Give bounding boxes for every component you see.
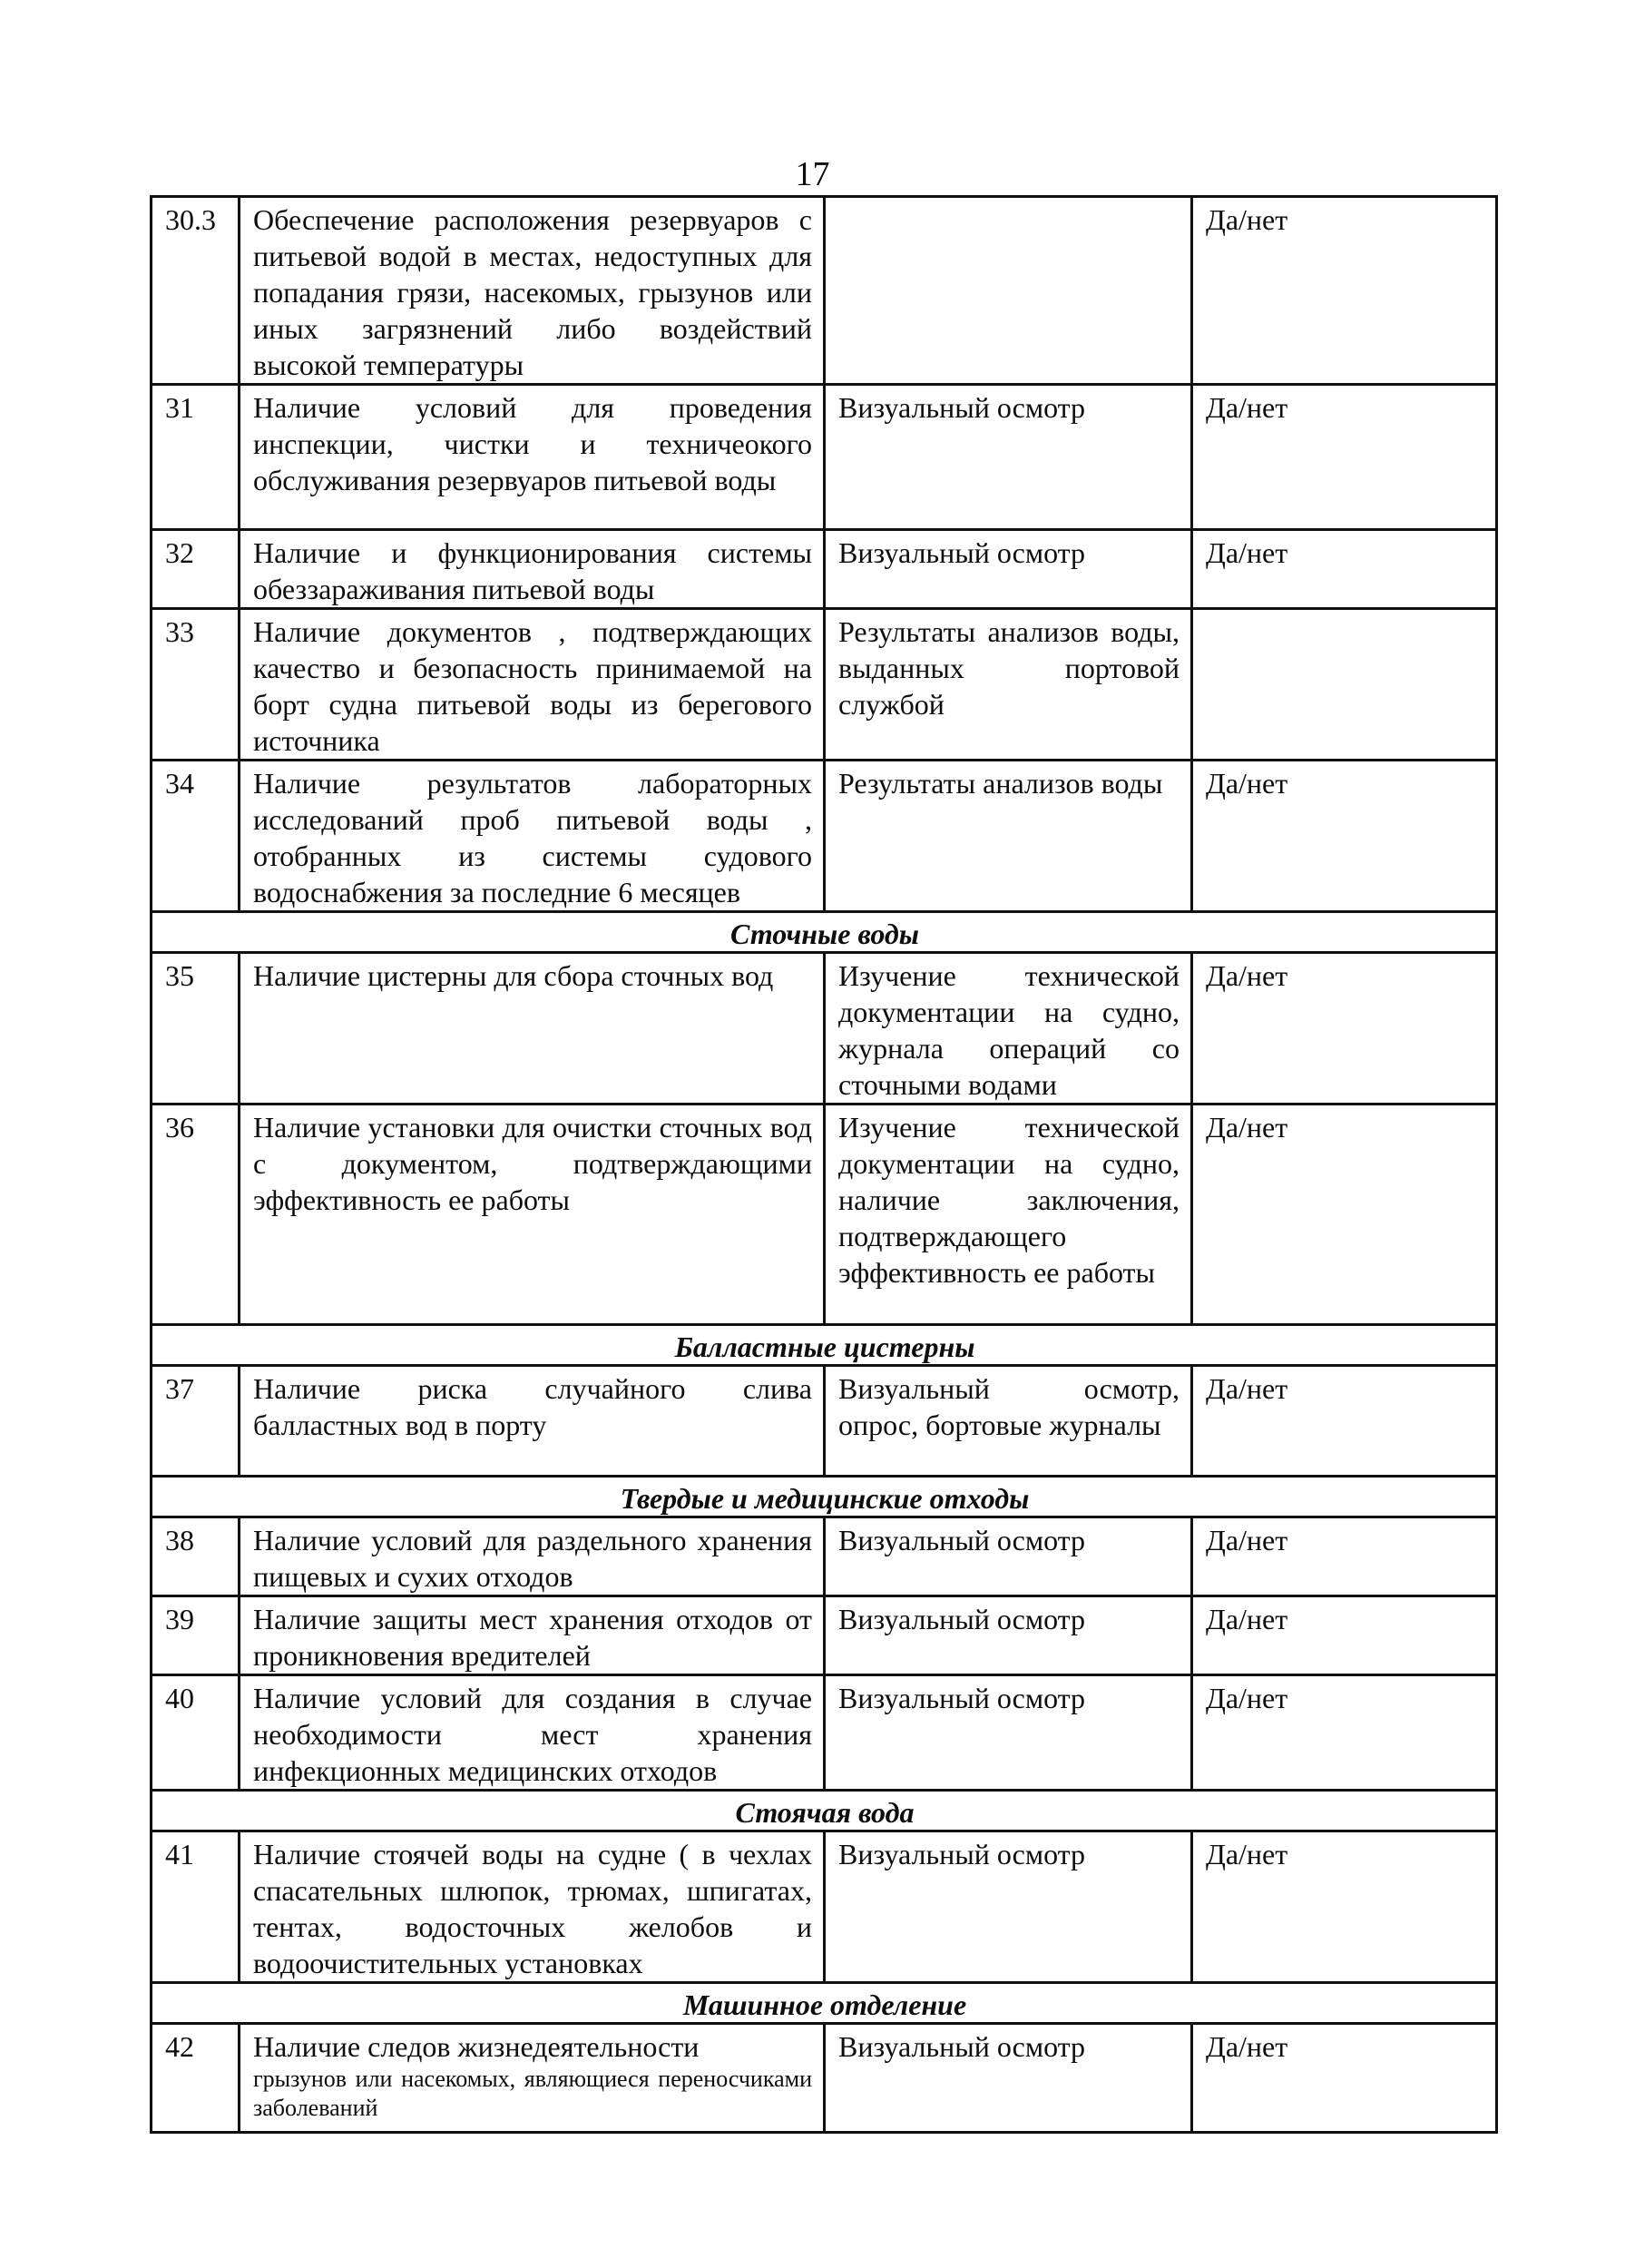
result-value: Да/нет	[1192, 1831, 1497, 1983]
item-number: 32	[152, 530, 240, 609]
result-value: Да/нет	[1192, 1517, 1497, 1596]
table-row	[152, 1675, 1497, 1791]
table-row	[152, 1105, 1497, 1325]
item-description: Наличие результатов лабораторных исследований проб питьевой воды , отобранных из системы судового водоснабжения за последние 6 месяцев	[240, 761, 825, 912]
verification-method: Визуальный осмотр, опрос, бортовые журналы	[825, 1366, 1192, 1477]
result-value: Да/нет	[1192, 1675, 1497, 1791]
item-description: Наличие стоячей воды на судне ( в чехлах спасательных шлюпок, трюмах, шпигатах, тентах, водосточных желобов и водоочистительных установках	[240, 1831, 825, 1983]
item-description-main: Наличие следов жизнедеятельности	[253, 2030, 700, 2063]
table-row	[152, 1831, 1497, 1983]
table-row	[152, 197, 1497, 385]
verification-method: Визуальный осмотр	[825, 530, 1192, 609]
table-row	[152, 1366, 1497, 1477]
item-description: Наличие установки для очистки сточных вод с документом, подтверждающими эффективность ее работы	[240, 1105, 825, 1325]
table-row	[152, 385, 1497, 530]
section-header-row	[152, 1791, 1497, 1831]
verification-method: Визуальный осмотр	[825, 385, 1192, 530]
item-number: 30.3	[152, 197, 240, 385]
section-title: Стоячая вода	[152, 1791, 1497, 1831]
verification-method: Изучение технической документации на судно, наличие заключения, подтверждающего эффективность ее работы	[825, 1105, 1192, 1325]
table-row	[152, 1596, 1497, 1675]
section-header-row	[152, 1983, 1497, 2024]
verification-method: Изучение технической документации на судно, журнала операций со сточными водами	[825, 953, 1192, 1105]
section-title: Сточные воды	[152, 912, 1497, 953]
section-title: Машинное отделение	[152, 1983, 1497, 2024]
section-title: Балластные цистерны	[152, 1325, 1497, 1366]
item-number: 37	[152, 1366, 240, 1477]
item-description: Наличие условий для раздельного хранения пищевых и сухих отходов	[240, 1517, 825, 1596]
verification-method	[825, 197, 1192, 385]
section-title: Твердые и медицинские отходы	[152, 1477, 1497, 1517]
item-number: 33	[152, 609, 240, 761]
item-description: Наличие и функционирования системы обеззараживания питьевой воды	[240, 530, 825, 609]
item-number: 35	[152, 953, 240, 1105]
result-value: Да/нет	[1192, 761, 1497, 912]
table-row	[152, 953, 1497, 1105]
item-number: 31	[152, 385, 240, 530]
item-number: 42	[152, 2024, 240, 2133]
table-row	[152, 1517, 1497, 1596]
result-value: Да/нет	[1192, 1366, 1497, 1477]
item-number: 36	[152, 1105, 240, 1325]
result-value: Да/нет	[1192, 1105, 1497, 1325]
item-description	[240, 2024, 825, 2133]
verification-method: Визуальный осмотр	[825, 1517, 1192, 1596]
verification-method: Визуальный осмотр	[825, 1675, 1192, 1791]
item-description: Наличие защиты мест хранения отходов от проникновения вредителей	[240, 1596, 825, 1675]
result-value: Да/нет	[1192, 385, 1497, 530]
item-description-continuation: грызунов или насекомых, являющиеся переносчиками заболеваний	[253, 2066, 812, 2121]
result-value: Да/нет	[1192, 953, 1497, 1105]
item-description: Обеспечение расположения резервуаров с питьевой водой в местах, недоступных для попадания грязи, насекомых, грызунов или иных загрязнений либо воздействий высокой температуры	[240, 197, 825, 385]
item-description: Наличие условий для создания в случае необходимости мест хранения инфекционных медицинских отходов	[240, 1675, 825, 1791]
item-number: 41	[152, 1831, 240, 1983]
inspection-checklist-table	[150, 195, 1498, 2134]
result-value	[1192, 609, 1497, 761]
table-row	[152, 761, 1497, 912]
item-description: Наличие цистерны для сбора сточных вод	[240, 953, 825, 1105]
item-description: Наличие условий для проведения инспекции, чистки и техничеокого обслуживания резервуаров питьевой воды	[240, 385, 825, 530]
result-value: Да/нет	[1192, 1596, 1497, 1675]
item-number: 34	[152, 761, 240, 912]
section-header-row	[152, 912, 1497, 953]
item-number: 40	[152, 1675, 240, 1791]
verification-method: Результаты анализов воды, выданных портовой службой	[825, 609, 1192, 761]
table-row	[152, 609, 1497, 761]
table-row	[152, 530, 1497, 609]
verification-method: Визуальный осмотр	[825, 2024, 1192, 2133]
result-value: Да/нет	[1192, 530, 1497, 609]
item-number: 38	[152, 1517, 240, 1596]
item-description: Наличие риска случайного слива балластных вод в порту	[240, 1366, 825, 1477]
page-number: 17	[795, 155, 830, 193]
result-value: Да/нет	[1192, 197, 1497, 385]
item-description: Наличие документов , подтверждающих качество и безопасность принимаемой на борт судна питьевой воды из берегового источника	[240, 609, 825, 761]
section-header-row	[152, 1325, 1497, 1366]
result-value: Да/нет	[1192, 2024, 1497, 2133]
table-row	[152, 2024, 1497, 2133]
item-number: 39	[152, 1596, 240, 1675]
verification-method: Визуальный осмотр	[825, 1831, 1192, 1983]
section-header-row	[152, 1477, 1497, 1517]
verification-method: Результаты анализов воды	[825, 761, 1192, 912]
verification-method: Визуальный осмотр	[825, 1596, 1192, 1675]
